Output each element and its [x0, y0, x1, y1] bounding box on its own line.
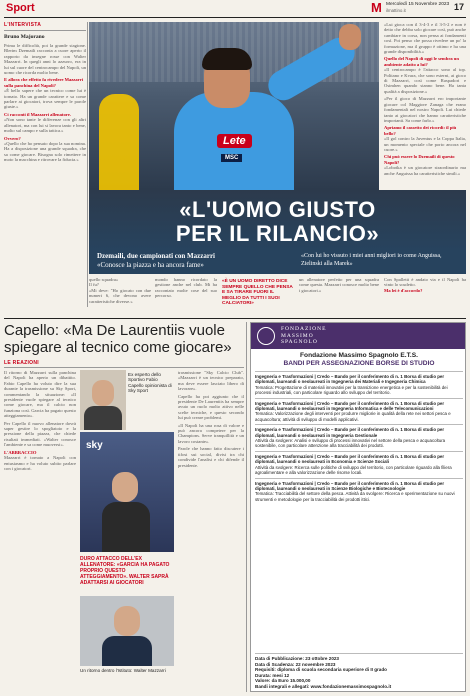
shirt-sponsor: Lete: [217, 134, 252, 148]
fondazione-emblem: [257, 327, 275, 345]
interview-column: L'INTERVISTA Bruno Majorano Prima le difficoltà, poi la grande stagione. Blerim Dzemaili racconta a cuore aperto il rapporto da insegne rosse con Walter Mazzarri. In quegli anni lo azzurro, era in lui sul cuore del centrocampo del Napoli, un uomo che ricorda molto bene. E allora che effetto fa rivedere Mazzarri sulla panchina del Napoli? «È bello sapere che un tecnico come lui è tornato. Ha un grande carattere e sa come parlare ai giocatori, trova sempre le parole giuste.» Ci racconti il Mazzarri allenatore. «Non sono tante le differenze con gli altri allenatori, ma con lui si lavora tanto e bene, molto sul campo e sulla tattica.» Ovvero? «Quello che ho pensato dopo la sua nomina. Ha a disposizione una grande squadra, che sa come giocare. Bisogna solo rimettere in moto la macchina e ritrovare la fiducia.»: [4, 22, 86, 163]
background-player: [99, 94, 139, 190]
mazzarri-caption: Un ritorno dentro l'Istituto: Walter Mazzarri: [80, 668, 166, 673]
mid-text-row: quello squadra» Il fu? «Mi deve: "Ho giocato con due numeri 6, che devono avere caratteristiche diverse.» mondo hanno ricordato la gestione anche nel club. Mi ha raccontato molte cose del suo percorso. «È UN UOMO DIRETTO DICE SEMPRE QUELLO CHE PENSA E SA TIRARE FUORI IL MEGLIO DA TUTTI I SUOI CALCIATORI» un allenatore perfetto per una squadra come questa. Mazzarri conosce molto bene i giocatori.» Con Spalletti è andato via e il Napoli ha vinto lo scudetto. Ma lei è d'accordo?: [89, 277, 466, 307]
interview-rubric: L'INTERVISTA: [4, 22, 42, 28]
sky-logo: sky: [86, 440, 103, 451]
tv-studio-photo: [80, 432, 174, 552]
bandi-list: [255, 369, 463, 651]
pull-quote: «È UN UOMO DIRETTO DICE SEMPRE QUELLO CHE PENSA E SA TIRARE FUORI IL MEGLIO DA TUTTI I SUOI CALCIATORI»: [222, 279, 293, 307]
capello-headline: Capello: «Ma De Laurentiis vuole spiegare al tecnico come giocare»: [4, 322, 232, 356]
question: Chi può essere lo Dzemaili di questo Napoli?: [384, 154, 455, 165]
section-title: Sport: [6, 2, 35, 14]
deck-band: [89, 250, 466, 274]
bando-item: [255, 424, 463, 449]
question: Ci racconti il Mazzarri allenatore.: [4, 111, 71, 117]
mazzarri-photo: [80, 596, 174, 666]
byline: Bruno Majorano: [4, 34, 45, 40]
bando-lead: Ingegneria e Trasformazioni | Credo – Bando per il conferimento di n. 1 Borsa di studio per diplomati, laureandi o neolaureati in Ingegneria Informatica e delle Telecomunicazioni: [255, 400, 445, 412]
fondazione-ad: [250, 322, 466, 692]
question: Apriamo il cassetto dei ricordi: il più bello?: [384, 125, 457, 136]
bando-body: Attività da svolgere: Ricerca sulle politiche di sviluppo del territorio, con particolare riguardo alla filiera agroalimentare e alla valorizzazione delle risorse locali.: [255, 464, 452, 476]
capello-pull-quote: DURO ATTACCO DELL'EX ALLENATORE: «GARCIA HA PAGATO PROPRIO QUESTO ATTEGGIAMENTO». WALTER SAPRÀ ADATTARSI AI GIOCATORI: [80, 556, 170, 586]
footer-line: Data di Scadenza: 22 novembre 2023: [255, 661, 336, 667]
bando-body: Tematica: Valorizzazione degli interventi per produrre migliorie in qualità della rete nei settori pesca e acquacoltura; attività di sviluppo di modelli applicativi.: [255, 411, 451, 422]
deck-left: Dzemaili, due campionati con Mazzarri «Conosce la piazza e ha ancora fame»: [97, 252, 216, 269]
deck-right: «Con lui ho vissuto i miei anni migliori io come Anguissa, Zielinski alla Marek»: [301, 253, 442, 267]
bando-item: [255, 478, 463, 503]
bando-lead: Ingegneria e Trasformazioni | Credo – Bando per il conferimento di n. 1 Borsa di studio per diplomati, laureandi o neolaureati in Ingegneria dei Materiali e Ingegneria Chimica: [255, 374, 445, 385]
newspaper-logo: M: [371, 0, 382, 15]
bando-lead: Ingegneria e Trasformazioni | Credo – Bando per il conferimento di n. 1 Borsa di studio per diplomati, laureandi o neolaureati in Economia e Scienze Sociali: [255, 453, 445, 465]
bando-lead: Ingegneria e Trasformazioni | Credo – Bando per il conferimento di n. 1 Borsa di studio per diplomati, laureandi o neolaureati in Scienze Biologiche e Biotecnologie: [255, 480, 445, 491]
fondazione-footer: [255, 653, 463, 690]
bando-body: Tematica: Progettazione di materiali innovativi per la transizione energetica e per la sostenibilità dei processi industriali, con particolare riguardo allo sviluppo del territorio.: [255, 384, 448, 396]
question: E allora che effetto fa rivedere Mazzarri sulla panchina del Napoli?: [4, 77, 83, 88]
shirt-badge: MSC: [221, 154, 242, 162]
capello-rubric: LE REAZIONI: [4, 360, 39, 366]
body-text: Prima le difficoltà, poi la grande stagione. Blerim Dzemaili racconta a cuore aperto il rapporto da insegne rosse con Walter Mazzarri. In quegli anni lo azzurro, era in lui sul cuore del centrocampo del Napoli, un uomo che ricorda molto bene.: [4, 43, 86, 76]
hero-photo: [89, 22, 379, 190]
footer-line: Requisiti: diploma di scuola secondaria superiore di II grado: [255, 667, 387, 673]
bando-item: [255, 451, 463, 476]
footer-line[interactable]: Bandi integrali e allegati: www.fondazionemassimospagnolo.it: [255, 683, 392, 689]
page-number: 17: [454, 2, 465, 12]
fondazione-subtitle: BANDI PER ASSEGNAZIONE BORSE DI STUDIO: [283, 360, 435, 367]
right-column: «Lui gioca con il 3-4-3 e il 3-5-2 e non è detto che debba solo giocare così, può anche cambiare in corsa, non pensa ai fondamenti così. Poi penso che possa rivedere un po' la formazione, ma il gruppo è ottimo e ha una grande disponibilità.» Quello del Napoli di oggi le sembra un ambiente adatto a lui? «Il centrocampo è l'attacco sono al top. Politano e Kvara, che sono esterni, ai gioco di Mazzarri, così come Raspadori e Osimhen quando stanno bene. Ha tanta qualità a disposizione.» «Per il gioco di Mazzarri ero importante giocare col Maggiore Zanaga che erano fondamentali nel nostro Napoli. Lui chiede tanto ai giocatori che hanno caratteristiche importanti. Sa come farlo.» Apriamo il cassetto dei ricordi: il più bello? «Il gol contro la Juventus e la Coppa Italia, un momento speciale che porto ancora nel cuore.» Chi può essere lo Dzemaili di questo Napoli? «Lobotka è un giocatore straordinario ma anche Anguissa ha caratteristiche simili.»: [384, 22, 466, 176]
page-header: [0, 0, 470, 16]
player-hair: [202, 48, 252, 70]
player-fist: [339, 24, 361, 50]
subhead: L'ABBRACCIO: [4, 449, 37, 455]
fondazione-title: Fondazione Massimo Spagnolo E.T.S.: [300, 352, 418, 359]
issue-date: Mercoledì 15 Novembre 2023: [386, 2, 450, 7]
footer-line: Durata: mesi 12: [255, 672, 290, 678]
edition: ilmattino.it: [386, 8, 406, 13]
bando-body: Attività da svolgere: Analisi e sviluppo di processi innovativi nel settore della pesca e acquacoltura sostenibile, con particolare attenzione alla tracciabilità dei prodotti.: [255, 438, 446, 449]
bando-item: [255, 371, 463, 396]
fondazione-logo-box: FONDAZIONE MASSIMO SPAGNOLO: [251, 323, 466, 349]
headline-band: [89, 190, 466, 250]
footer-line: Valore: da Euro 15.000,00: [255, 678, 311, 684]
footer-line: Data di Pubblicazione: 23 ottobre 2023: [255, 656, 339, 661]
bando-lead: Ingegneria e Trasformazioni | Credo – Bando per il conferimento di n. 1 Borsa di studio per diplomati, laureandi o neolaureati in Ingegneria Gestionale: [255, 427, 445, 438]
bando-body: Tematica: Tracciabilità del settore della pesca. Attività da svolgere: Ricerca e sperimentazione su nuovi strumenti e metodologie per la tracciabilità dei prodotti ittici.: [255, 491, 455, 502]
capello-photo: [80, 370, 126, 430]
bando-item: [255, 398, 463, 423]
capello-body-1: Il ritorno di Mazzarri sulla panchina del Napoli ha aperto un dibattito. Fabio Capello ha voluto dire la sua durante la trasmissione su Sky Sport, commentando la situazione: «Il presidente vuole spiegare al tecnico come giocare, ma il calcio non funziona così. Garcia ha pagato questo atteggiamento». Per Capello il nuovo allenatore dovrà saper gestire lo spogliatoio e la pressione della piazza, che chiede risultati immediati. «Walter conosce l'ambiente e sa come muoversi». L'ABBRACCIO Mazzarri è tornato a Napoli con entusiasmo e ha voluto subito parlare con i giocatori.: [4, 370, 76, 471]
question: Quello del Napoli di oggi le sembra un ambiente adatto a lui?: [384, 56, 459, 67]
capello-body-2: trasmissione "Sky Calcio Club". «Mazzarri è un tecnico preparato, ma deve essere lasciato libero di lavorare». Capello ha poi aggiunto che il presidente De Laurentiis ha sempre avuto un ruolo molto attivo nelle scelte tecniche, e questo secondo lui può creare problemi. «Il Napoli ha una rosa di valore e può ancora competere per la Champions. Serve tranquillità e un lavoro costante». Parole che hanno fatto discutere i tifosi sui social, divisi tra chi condivide l'analisi e chi difende il presidente.: [178, 370, 244, 468]
hero-headline: «L'UOMO GIUSTO PER IL RILANCIO»: [175, 197, 380, 246]
question: Ovvero?: [4, 135, 21, 141]
photo-caption: Ex esperto dello Sportivo Fabio Capello opinionista di Sky Sport: [128, 372, 172, 394]
